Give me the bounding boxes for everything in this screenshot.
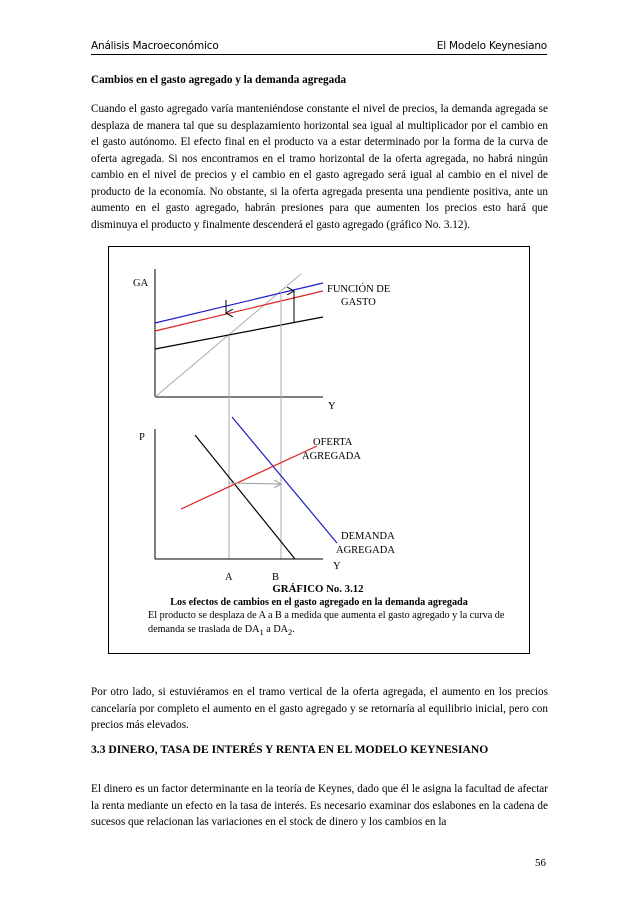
demanda-da2: [232, 417, 337, 543]
figure-subtitle: Los efectos de cambios en el gasto agregado en la demanda agregada: [170, 597, 468, 608]
paragraph-3: El dinero es un factor determinante en la teoría de Keynes, dado que él le asigna la facultad de afectar la renta mediante un efecto en la tasa de interés. Es necesario examinar dos eslabones en la cadena de sucesos que relacionan las variaciones en el stock de dinero y los cambios en la: [91, 783, 548, 828]
page-number: 56: [535, 857, 546, 869]
oferta-label-2: AGREGADA: [302, 451, 361, 462]
header-rule: [91, 54, 547, 55]
gasto-line-initial: [155, 317, 323, 349]
demanda-label-2: AGREGADA: [336, 545, 395, 556]
caption-sub-2: 2: [288, 626, 293, 637]
caption-text: El producto se desplaza de A a B a medida que aumenta el gasto agregado y la curva de demanda se traslada de DA: [148, 610, 505, 635]
tick-label-a: A: [225, 572, 233, 583]
tick-label-b: B: [272, 572, 280, 583]
demanda-label-1: DEMANDA: [341, 531, 395, 542]
oferta-agregada: [181, 446, 317, 509]
caption-end: .: [292, 623, 295, 635]
top-y-axis-label: Y: [328, 401, 336, 412]
section-title: Cambios en el gasto agregado y la demanda agregada: [91, 74, 347, 86]
figure-caption: [148, 609, 508, 639]
oferta-label-1: OFERTA: [313, 437, 353, 448]
caption-sub-1: 1: [259, 626, 264, 637]
ga-axis-label: GA: [133, 278, 149, 289]
gasto-line-blue: [155, 283, 323, 323]
funcion-gasto-label-1: FUNCIÓN DE: [327, 284, 391, 295]
running-header-right: El Modelo Keynesiano: [436, 40, 547, 52]
caption-mid: a DA: [263, 623, 289, 635]
demanda-da1: [195, 435, 295, 559]
paragraph-1: Cuando el gasto agregado varía manteniéndose constante el nivel de precios, la demanda agregada se desplaza de manera tal que su desplazamiento horizontal sea igual al multiplicador por el cambio en el gasto autónomo. El efecto final en el producto va a estar determinado por la forma de la curva de oferta agregada. Si nos encontramos en el tramo horizontal de la oferta agregada, no habrá ningún cambio en el nivel de precios y el cambio en el gasto agregado será igual al cambio en el nivel de producto de la economía. No obstante, si la oferta agregada presenta una pendiente positiva, ante un aumento en el gasto agregado, habrán presiones para que aumenten los precios esto hará que disminuya el producto y finalmente descenderá el gasto agregado (gráfico No. 3.12).: [91, 103, 548, 231]
figure-title: GRÁFICO No. 3.12: [272, 583, 364, 595]
paragraph-2: Por otro lado, si estuviéramos en el tramo vertical de la oferta agregada, el aumento en los precios cancelaría por completo el aumento en el gasto agregado y se retornaría al equilibrio inicial, pero con precios más elevados.: [91, 686, 548, 731]
gasto-line-red: [155, 291, 323, 331]
running-header-left: Análisis Macroeconómico: [91, 40, 219, 52]
bottom-y-axis-label: Y: [333, 561, 341, 572]
heading-3-3: 3.3 DINERO, TASA DE INTERÉS Y RENTA EN EL MODELO KEYNESIANO: [91, 743, 489, 756]
p-axis-label: P: [139, 432, 145, 443]
shift-arrow-a-to-b: [229, 483, 281, 484]
funcion-gasto-label-2: GASTO: [341, 297, 376, 308]
